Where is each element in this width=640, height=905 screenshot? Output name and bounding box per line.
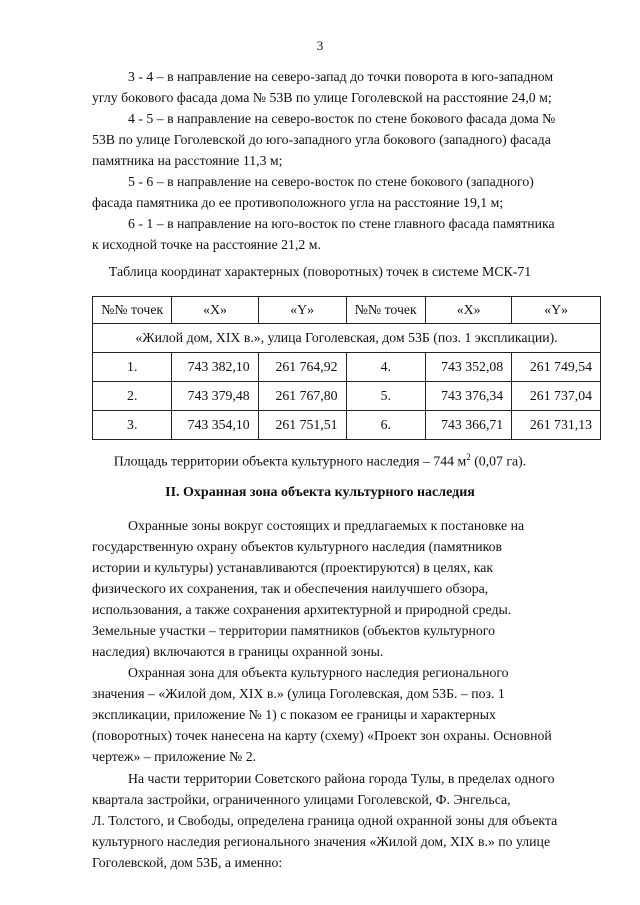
table-row: [93, 411, 601, 440]
table-cell: 261 751,51: [258, 411, 346, 440]
area-text-tail: (0,07 га).: [470, 453, 527, 469]
text-line: 6 - 1 – в направление на юго-восток по стене главного фасада памятника: [128, 216, 555, 231]
text-line: государственную охрану объектов культурного наследия (памятников: [92, 539, 503, 554]
area-statement: [0, 452, 640, 470]
text-line: Гоголевской, дом 53Б, а именно:: [92, 855, 283, 870]
table-cell: 261 764,92: [258, 353, 346, 382]
text-line: 4 - 5 – в направление на северо-восток по стене бокового фасада дома №: [128, 111, 556, 126]
table-cell: 261 749,54: [512, 353, 601, 382]
object-name-row: [93, 324, 601, 353]
text-line: значения – «Жилой дом, XIX в.» (улица Гоголевская, дом 53Б. – поз. 1: [92, 686, 505, 701]
header-cell: «Y»: [258, 297, 346, 324]
text-line: памятника на расстояние 11,3 м;: [92, 153, 283, 168]
area-unit-superscript: 2: [466, 452, 471, 462]
table-cell: 6.: [346, 411, 425, 440]
text-line: углу бокового фасада дома № 53В по улице Гоголевской на расстояние 24,0 м;: [92, 90, 552, 105]
table-cell: 5.: [346, 382, 425, 411]
text-line: к исходной точке на расстояние 21,2 м.: [92, 237, 321, 252]
text-line: физического их сохранения, так и обеспечения наилучшего обзора,: [92, 581, 489, 596]
body-paragraph-2: [92, 662, 592, 767]
header-cell: «X»: [172, 297, 258, 324]
text-line: 5 - 6 – в направление на северо-восток по стене бокового (западного): [128, 174, 534, 189]
table-row: [93, 353, 601, 382]
table-cell: 743 379,48: [172, 382, 258, 411]
text-line: Охранная зона для объекта культурного наследия регионального: [128, 665, 509, 680]
header-cell: №№ точек: [93, 297, 172, 324]
body-paragraph-3: [92, 768, 592, 873]
route-paragraph-1: [92, 66, 592, 108]
table-cell: 743 376,34: [426, 382, 512, 411]
table-cell: 261 767,80: [258, 382, 346, 411]
text-line: На части территории Советского района города Тулы, в пределах одного: [128, 771, 555, 786]
text-line: истории и культуры) устанавливаются (проектируются) в целях, как: [92, 560, 494, 575]
text-line: 3 - 4 – в направление на северо-запад до точки поворота в юго-западном: [128, 69, 554, 84]
text-line: Л. Толстого, и Свободы, определена граница одной охранной зоны для объекта: [92, 813, 558, 828]
text-line: Охранные зоны вокруг состоящих и предлагаемых к постановке на: [128, 518, 525, 533]
text-line: экспликации, приложение № 1) с показом ее границы и характерных: [92, 707, 496, 722]
text-line: квартала застройки, ограниченного улицами Гоголевской, Ф. Энгельса,: [92, 792, 511, 807]
table-cell: 3.: [93, 411, 172, 440]
header-cell: №№ точек: [346, 297, 425, 324]
table-caption: Таблица координат характерных (поворотных) точек в системе МСК-71: [108, 264, 532, 279]
text-line: 53В по улице Гоголевской до юго-западного угла бокового (западного) фасада: [92, 132, 551, 147]
text-line: чертеж» – приложение № 2.: [92, 749, 257, 764]
route-paragraph-3: [92, 171, 592, 213]
table-cell: 4.: [346, 353, 425, 382]
header-cell: «Y»: [512, 297, 601, 324]
table-cell: 743 352,08: [426, 353, 512, 382]
area-text: Площадь территории объекта культурного наследия – 744 м: [113, 453, 467, 469]
section-title: II. Охранная зона объекта культурного наследия: [165, 485, 475, 500]
table-cell: 261 737,04: [512, 382, 601, 411]
table-row: [93, 382, 601, 411]
object-name-cell: «Жилой дом, XIX в.», улица Гоголевская, дом 53Б (поз. 1 экспликации).: [93, 324, 601, 353]
table-cell: 743 382,10: [172, 353, 258, 382]
header-cell: «X»: [426, 297, 512, 324]
text-line: фасада памятника до ее противоположного угла на расстояние 19,1 м;: [92, 195, 504, 210]
table-cell: 2.: [93, 382, 172, 411]
table-cell: 261 731,13: [512, 411, 601, 440]
coordinates-table: [92, 296, 601, 440]
text-line: Земельные участки – территории памятников (объектов культурного: [92, 623, 495, 638]
text-line: наследия) включаются в границы охранной зоны.: [92, 644, 384, 659]
table-header-row: [93, 297, 601, 324]
text-line: использования, а также сохранения архитектурной и природной среды.: [92, 602, 512, 617]
table-cell: 743 366,71: [426, 411, 512, 440]
body-paragraph-1: [92, 515, 592, 662]
route-paragraph-4: [92, 213, 592, 255]
page-number: 3: [316, 38, 324, 53]
table-cell: 743 354,10: [172, 411, 258, 440]
table-cell: 1.: [93, 353, 172, 382]
route-paragraph-2: [92, 108, 592, 171]
text-line: (поворотных) точек нанесена на карту (схему) «Проект зон охраны. Основной: [92, 728, 552, 743]
text-line: культурного наследия регионального значения «Жилой дом, XIX в.» по улице: [92, 834, 551, 849]
